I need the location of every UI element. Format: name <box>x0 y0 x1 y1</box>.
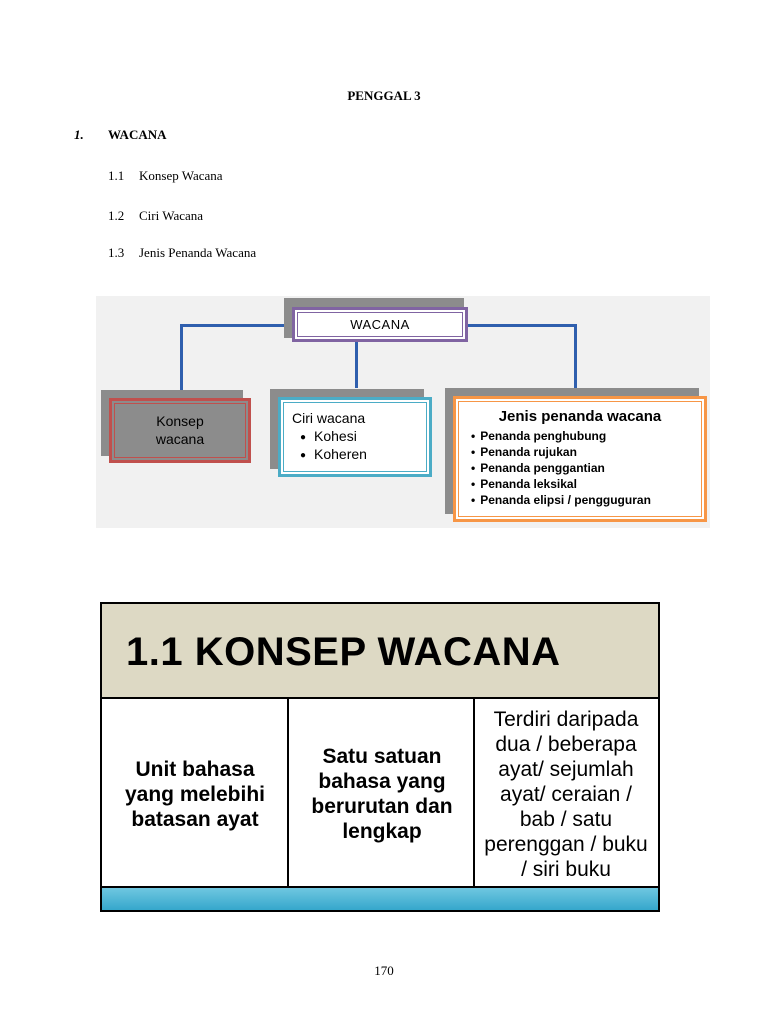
connector-left-horizontal <box>180 324 292 327</box>
ciri-wacana-content <box>283 402 427 472</box>
subsection-item <box>108 168 223 184</box>
konsep-wacana-label <box>114 403 246 458</box>
konsep-wacana-box <box>109 398 251 463</box>
list-item: • Penanda rujukan <box>471 444 701 460</box>
table-header <box>102 604 658 699</box>
jenis-title: Jenis penanda wacana <box>498 408 662 425</box>
cell-divider <box>287 699 289 890</box>
list-item: • Penanda penggantian <box>471 460 701 476</box>
konsep-line-1: Konsep <box>156 413 204 429</box>
connector-center-vertical <box>355 342 358 388</box>
cell-divider <box>473 699 475 890</box>
table-title: 1.1 KONSEP WACANA <box>126 630 561 674</box>
list-item: ● Kohesi <box>300 427 426 445</box>
section-title: WACANA <box>108 127 167 142</box>
jenis-list <box>471 428 701 508</box>
table-cell: Terdiri daripada dua / beberapa ayat/ sejumlah ayat/ ceraian / bab / satu perenggan / buku / siri buku <box>484 707 648 881</box>
table-cell: Satu satuan bahasa yang berurutan dan lengkap <box>311 745 453 843</box>
subsection-title: Ciri Wacana <box>139 208 204 223</box>
subsection-title: Konsep Wacana <box>139 168 223 183</box>
subsection-number: 1.3 <box>108 245 125 260</box>
jenis-penanda-content <box>458 401 702 517</box>
subsection-number: 1.2 <box>108 208 125 223</box>
subsection-number: 1.1 <box>108 168 125 183</box>
page-heading: PENGGAL 3 <box>347 88 421 103</box>
subsection-title: Jenis Penanda Wacana <box>139 245 257 260</box>
wacana-root-label: WACANA <box>297 312 463 337</box>
list-item: • Penanda leksikal <box>471 476 701 492</box>
connector-right-vertical <box>574 324 577 390</box>
subsection-item <box>108 245 256 261</box>
konsep-wacana-table <box>100 602 660 912</box>
wacana-root-box <box>292 307 468 342</box>
table-cell: Unit bahasa yang melebihi batasan ayat <box>124 757 266 831</box>
ciri-wacana-box <box>278 397 432 477</box>
jenis-penanda-box <box>453 396 707 522</box>
ciri-title: Ciri wacana <box>292 410 366 426</box>
konsep-line-2: wacana <box>155 431 205 447</box>
page-number: 170 <box>374 963 394 978</box>
connector-right-horizontal <box>468 324 576 327</box>
list-item: ● Koheren <box>300 445 426 463</box>
connector-left-vertical <box>180 324 183 390</box>
subsection-item <box>108 208 203 224</box>
wacana-diagram <box>96 296 710 528</box>
list-item: • Penanda penghubung <box>471 428 701 444</box>
list-item: • Penanda elipsi / pengguguran <box>471 492 701 508</box>
ciri-list <box>300 427 426 463</box>
section-number: 1. <box>74 127 84 142</box>
table-footer-bar <box>102 886 658 910</box>
